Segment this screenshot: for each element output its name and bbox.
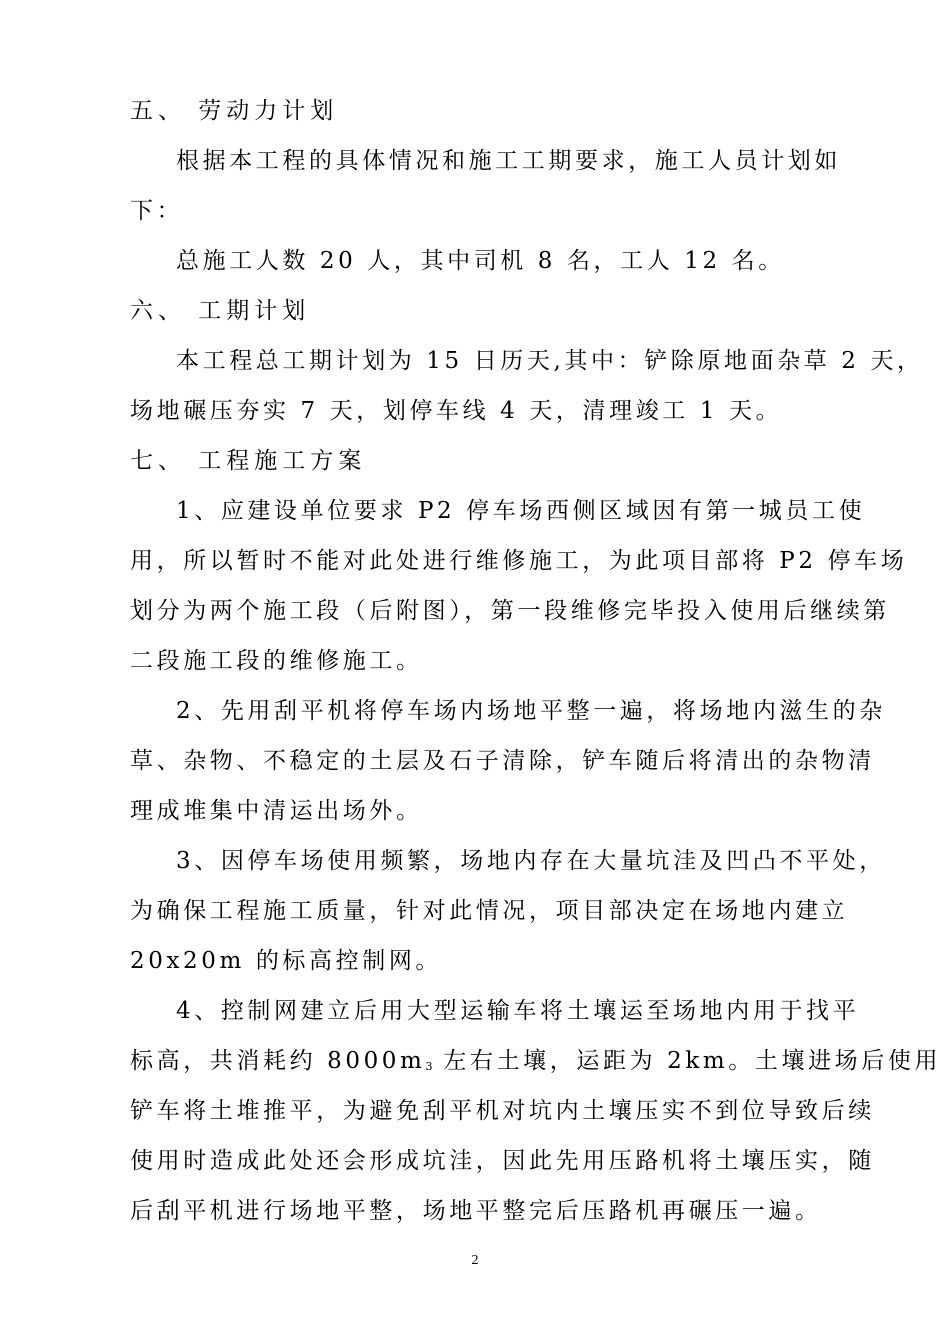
section-heading-construction-plan: 七、 工程施工方案 <box>130 448 367 474</box>
paragraph-line: 20x20m 的标高控制网。 <box>130 948 443 974</box>
paragraph-line: 3、因停车场使用频繁，场地内存在大量坑洼及凹凸不平处， <box>176 848 886 874</box>
paragraph-line: 场地碾压夯实 7 天，划停车线 4 天，清理竣工 1 天。 <box>130 398 783 424</box>
paragraph-line: 理成堆集中清运出场外。 <box>130 798 423 824</box>
paragraph-line: 本工程总工期计划为 15 日历天,其中：铲除原地面杂草 2 天， <box>176 348 924 374</box>
paragraph-line: 总施工人数 20 人，其中司机 8 名，工人 12 名。 <box>176 248 785 274</box>
paragraph-line <box>130 1036 942 1086</box>
section-heading-schedule: 六、 工期计划 <box>130 298 311 324</box>
paragraph-line: 下： <box>130 198 184 224</box>
document-body <box>130 86 942 1236</box>
paragraph-line: 用，所以暂时不能对此处进行维修施工，为此项目部将 P2 停车场 <box>130 548 908 574</box>
paragraph-line: 使用时造成此处还会形成坑洼，因此先用压路机将土壤压实，随 <box>130 1148 875 1174</box>
paragraph-line: 2、先用刮平机将停车场内场地平整一遍，将场地内滋生的杂 <box>176 698 886 724</box>
text-segment: 标高，共消耗约 8000m <box>130 1048 426 1074</box>
paragraph-line: 4、控制网建立后用大型运输车将土壤运至场地内用于找平 <box>176 998 860 1024</box>
superscript-unit: 3 <box>425 1060 433 1073</box>
paragraph-line: 铲车将土堆推平，为避免刮平机对坑内土壤压实不到位导致后续 <box>130 1098 875 1124</box>
paragraph-line: 草、杂物、不稳定的土层及石子清除，铲车随后将清出的杂物清 <box>130 748 875 774</box>
paragraph-line: 划分为两个施工段（后附图），第一段维修完毕投入使用后继续第 <box>130 598 890 624</box>
text-segment: 左右土壤，运距为 2km。土壤进场后使用 <box>432 1048 942 1074</box>
paragraph-line: 根据本工程的具体情况和施工工期要求，施工人员计划如 <box>176 148 841 174</box>
paragraph-line: 1、应建设单位要求 P2 停车场西侧区域因有第一城员工使 <box>176 498 866 524</box>
page-number: 2 <box>471 1253 479 1268</box>
paragraph-line: 为确保工程施工质量，针对此情况，项目部决定在场地内建立 <box>130 898 849 924</box>
paragraph-line: 后刮平机进行场地平整，场地平整完后压路机再碾压一遍。 <box>130 1198 822 1224</box>
section-heading-labor-plan: 五、 劳动力计划 <box>130 98 339 124</box>
paragraph-line: 二段施工段的维修施工。 <box>130 648 423 674</box>
